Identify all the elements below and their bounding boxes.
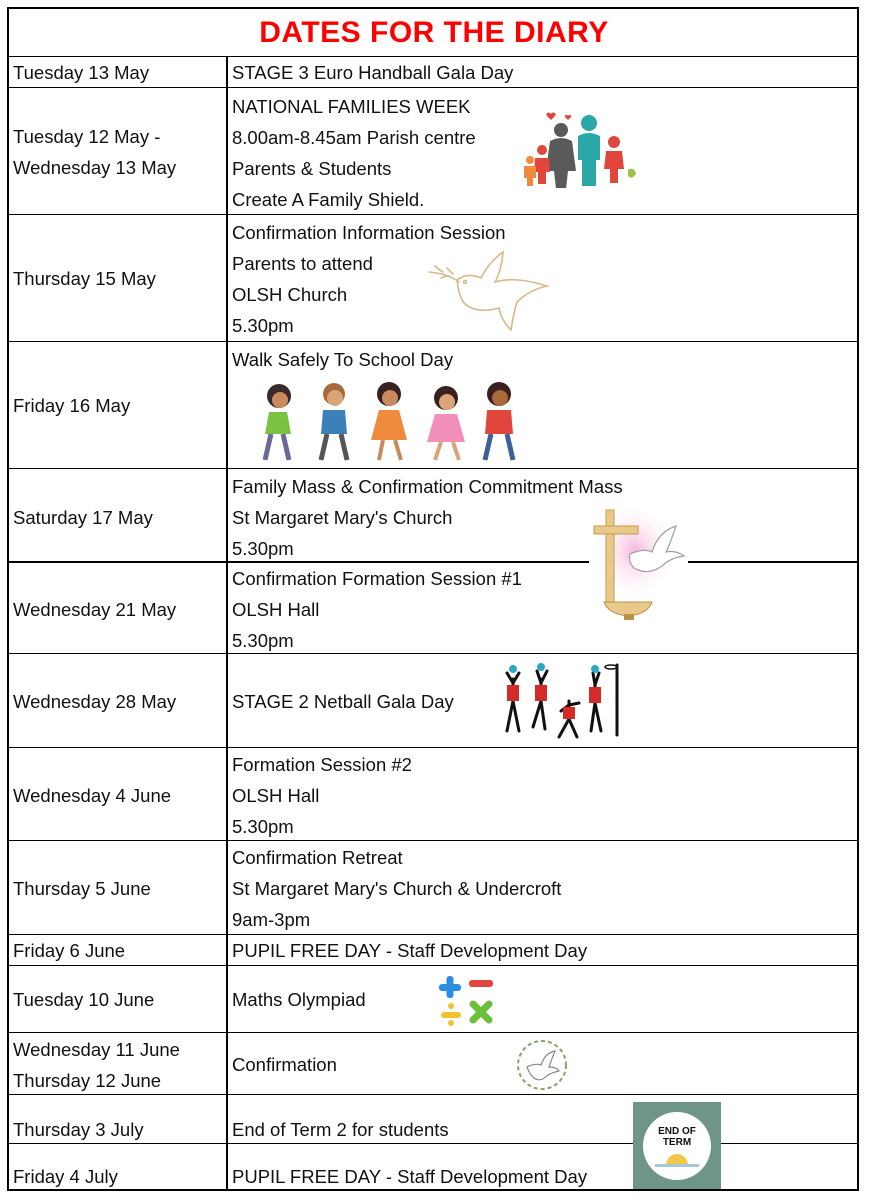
table-row xyxy=(9,57,859,88)
table-row xyxy=(9,1095,859,1144)
row-date: Wednesday 4 June xyxy=(13,785,172,806)
table-row xyxy=(9,342,859,469)
family-icon xyxy=(514,106,639,188)
row-description: Maths Olympiad xyxy=(232,989,366,1010)
row-date: Friday 16 May xyxy=(13,395,131,416)
row-description: STAGE 2 Netball Gala Day xyxy=(232,691,454,712)
row-date: Thursday 15 May xyxy=(13,268,156,289)
badge-circle xyxy=(643,1112,711,1180)
table-row xyxy=(9,215,859,342)
table-row xyxy=(9,935,859,966)
table-row xyxy=(9,1033,859,1095)
row-description: PUPIL FREE DAY - Staff Development Day xyxy=(232,1166,588,1187)
row-date: Saturday 17 May xyxy=(13,507,153,528)
row-date: Friday 4 July xyxy=(13,1166,118,1187)
math-symbols-icon xyxy=(435,970,497,1026)
table-row xyxy=(9,966,859,1033)
row-description: Formation Session #2 OLSH Hall 5.30pm xyxy=(232,754,412,837)
row-description: Confirmation Retreat St Margaret Mary's Church & Undercroft 9am-3pm xyxy=(232,847,562,930)
table-row xyxy=(9,841,859,935)
row-date: Friday 6 June xyxy=(13,940,126,961)
row-date: Thursday 5 June xyxy=(13,878,151,899)
row-description: Confirmation Information Session Parents to attend OLSH Church 5.30pm xyxy=(232,222,506,336)
row-description: STAGE 3 Euro Handball Gala Day xyxy=(232,62,514,83)
table-row xyxy=(9,469,859,562)
row-date: Wednesday 28 May xyxy=(13,691,177,712)
row-date: Wednesday 21 May xyxy=(13,599,177,620)
table-row xyxy=(9,88,859,215)
row-description: End of Term 2 for students xyxy=(232,1119,449,1140)
row-date: Tuesday 10 June xyxy=(13,989,155,1010)
row-date: Tuesday 13 May xyxy=(13,62,150,83)
dove-wreath-icon xyxy=(509,1037,575,1093)
row-description: Family Mass & Confirmation Commitment Mass St Margaret Mary's Church 5.30pm xyxy=(232,476,623,559)
table-row xyxy=(9,654,859,748)
row-description: Confirmation xyxy=(232,1054,337,1075)
row-date: Tuesday 12 May - Wednesday 13 May xyxy=(13,126,177,178)
row-description: PUPIL FREE DAY - Staff Development Day xyxy=(232,940,588,961)
dove-icon xyxy=(427,250,552,332)
row-date: Wednesday 11 June Thursday 12 June xyxy=(13,1039,180,1091)
end-of-term-badge xyxy=(633,1102,721,1189)
row-description: Walk Safely To School Day xyxy=(232,349,454,370)
badge-text: END OF TERM xyxy=(658,1126,696,1148)
row-description: NATIONAL FAMILIES WEEK 8.00am-8.45am Parish centre Parents & Students Create A Family Shield. xyxy=(232,96,476,210)
row-description: Confirmation Formation Session #1 OLSH Hall 5.30pm xyxy=(232,568,522,651)
table-row xyxy=(9,748,859,841)
row-date: Thursday 3 July xyxy=(13,1119,144,1140)
table-row xyxy=(9,1144,859,1191)
netball-players-icon xyxy=(499,661,624,743)
table-row xyxy=(9,562,859,654)
children-walking-icon xyxy=(249,378,524,464)
horizon-icon xyxy=(655,1164,699,1167)
page-title: DATES FOR THE DIARY xyxy=(9,9,859,57)
